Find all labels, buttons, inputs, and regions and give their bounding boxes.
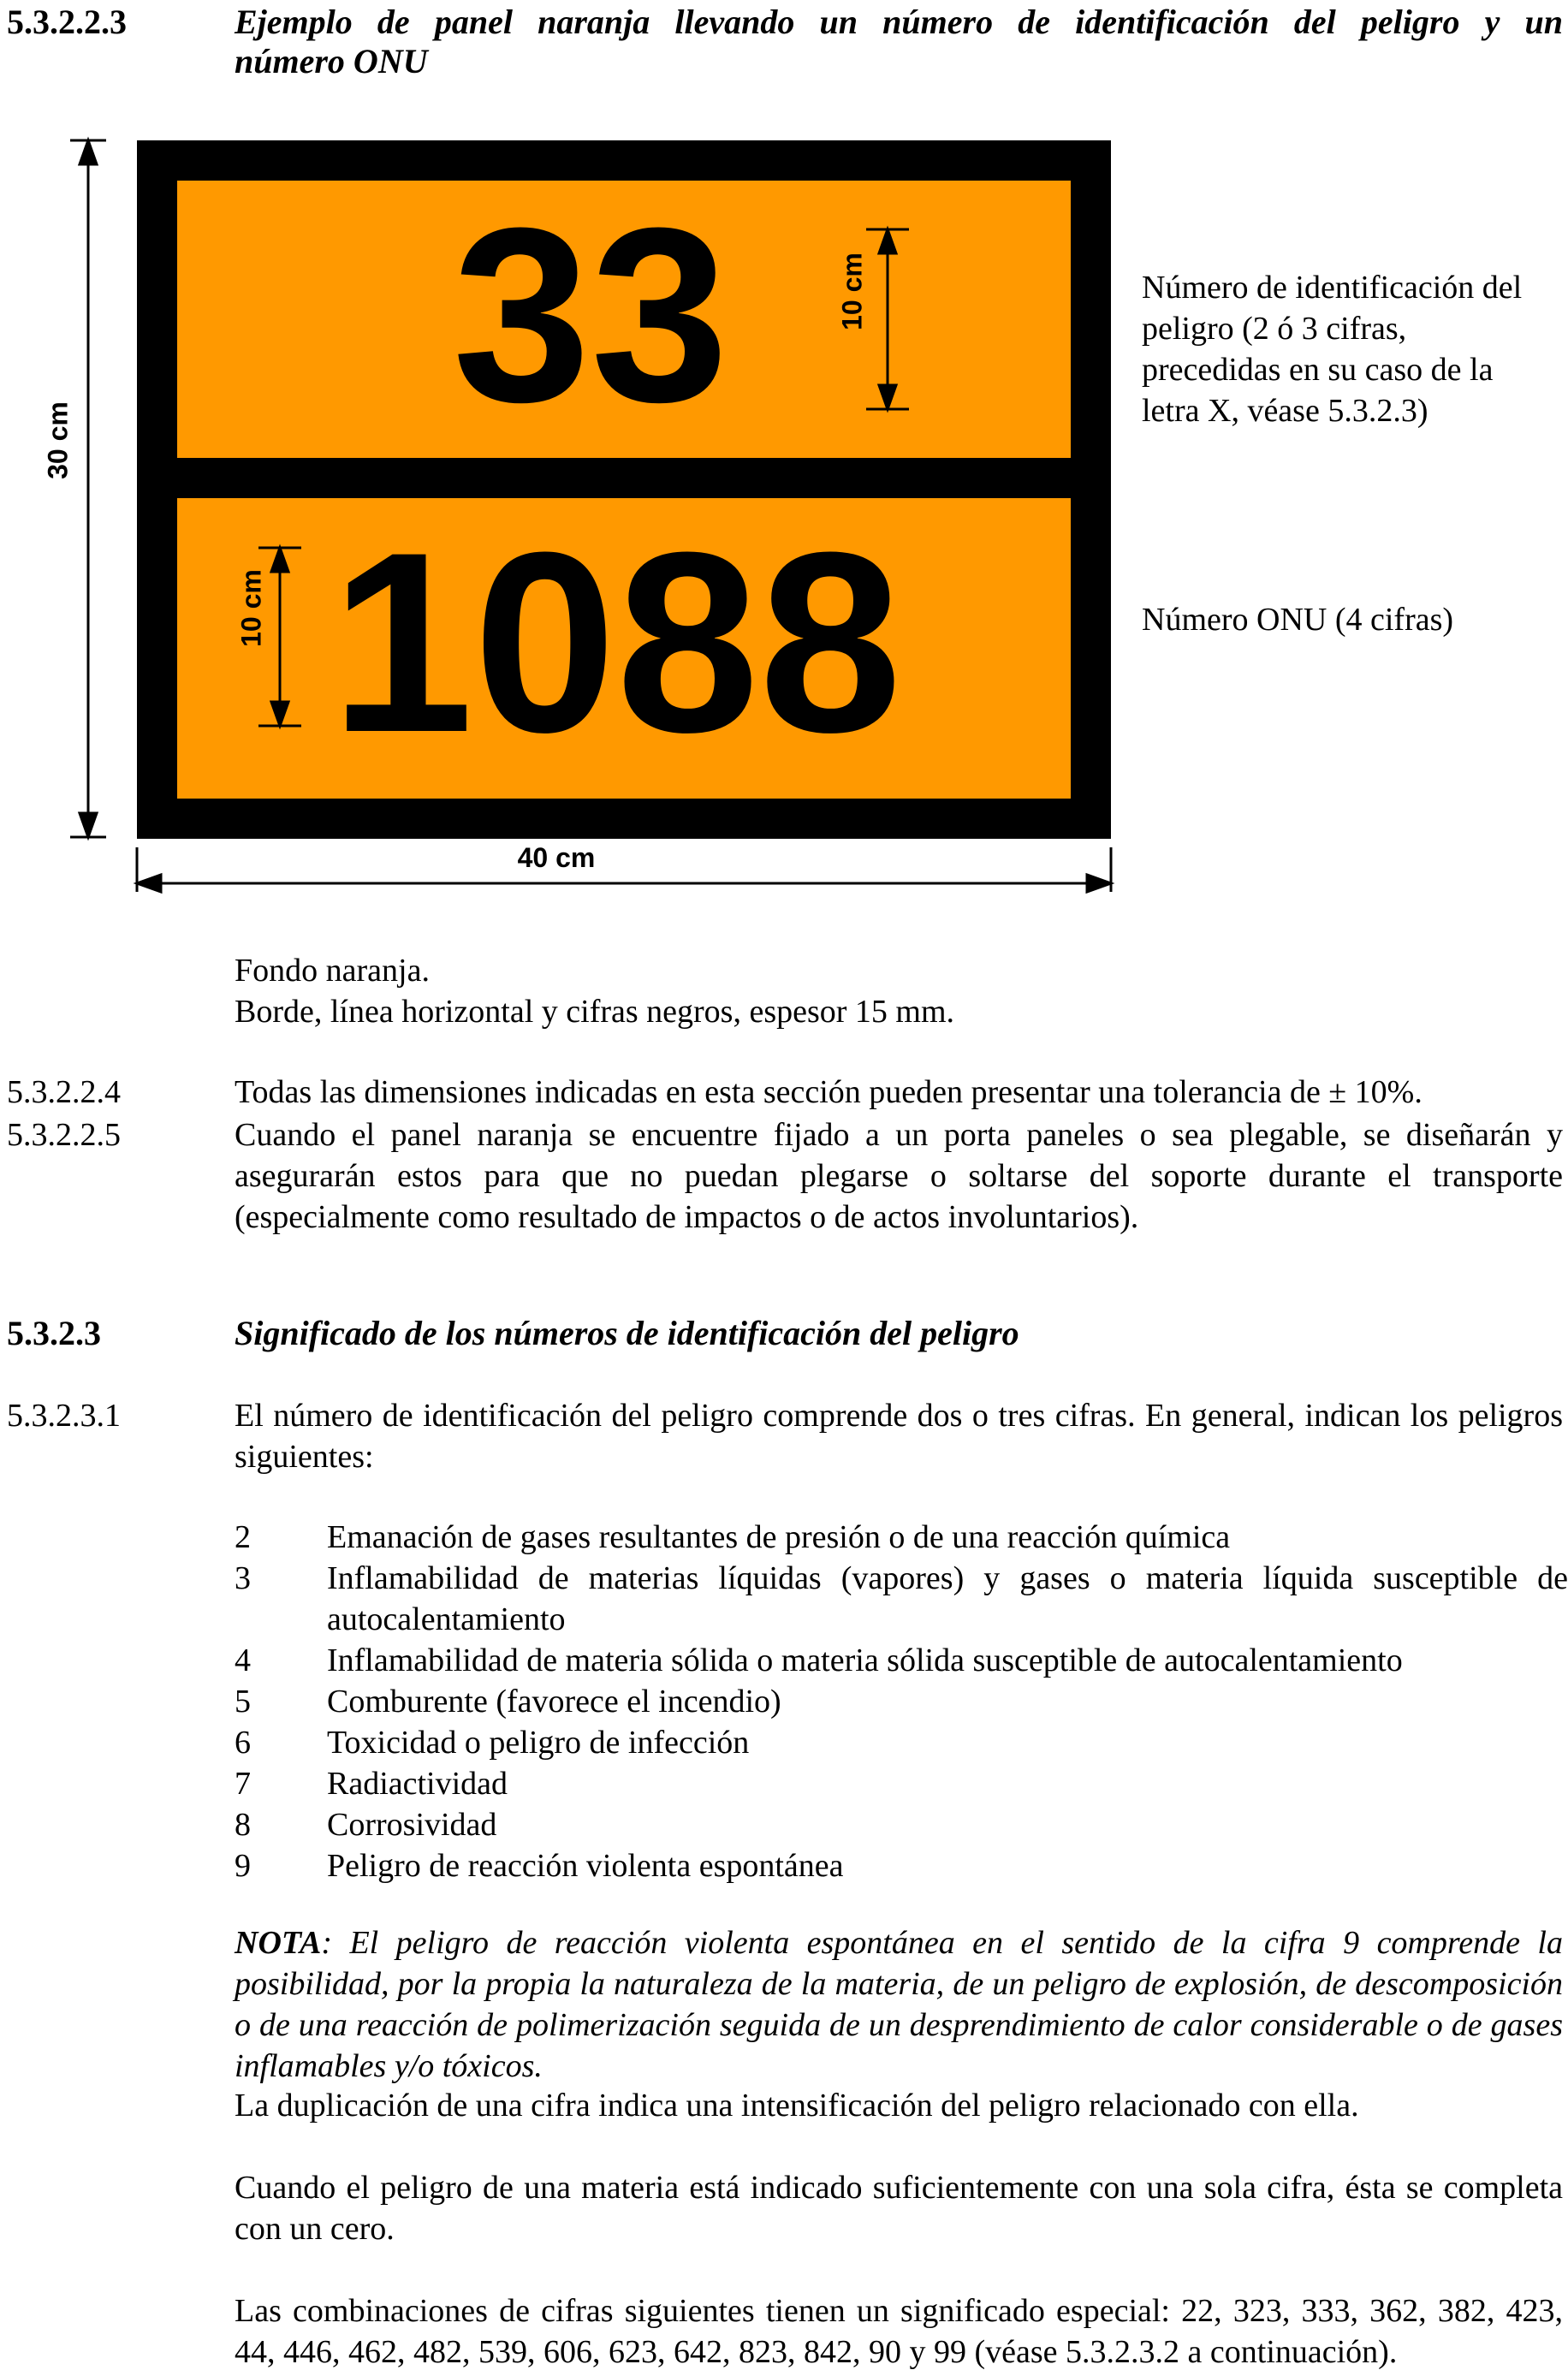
list-item: 3 Inflamabilidad de materias líquidas (vapores) y gases o materia líquida susceptible de autocalentamiento	[235, 1560, 1568, 1637]
list-item: 5 Comburente (favorece el incendio)	[235, 1684, 781, 1720]
note-paragraph	[235, 1922, 1563, 2087]
paragraph-text: Todas las dimensiones indicadas en esta sección pueden presentar una tolerancia de ± 10%.	[235, 1074, 1422, 1110]
paragraph-text: Cuando el peligro de una materia está indicado suficientemente con una sola cifra, ésta se completa con un cero.	[235, 2170, 1563, 2247]
un-number-label: Número ONU (4 cifras)	[1142, 602, 1454, 638]
paragraph-text: Cuando el panel naranja se encuentre fijado a un porta paneles o sea plegable, se diseñarán y asegurarán estos para que no puedan plegarse o soltarse del soporte durante el transporte (especialmente como resultado de impactos o de actos involuntarios).	[235, 1117, 1563, 1235]
paragraph-text: El número de identificación del peligro comprende dos o tres cifras. En general, indican los peligros siguientes:	[235, 1398, 1563, 1475]
list-item: 6 Toxicidad o peligro de infección	[235, 1725, 750, 1761]
list-item: 4 Inflamabilidad de materia sólida o materia sólida susceptible de autocalentamiento	[235, 1642, 1403, 1678]
list-item: 2 Emanación de gases resultantes de presión o de una reacción química	[235, 1519, 1231, 1555]
note-label: NOTA	[235, 1925, 322, 1961]
note-text: : El peligro de reacción violenta espontánea en el sentido de la cifra 9 comprende la posibilidad, por la propia la naturaleza de la materia, de un peligro de explosión, de descomposición o de una reacción de polimerización seguida de un desprendimiento de calor considerable o de gases inflamables y/o tóxicos.	[235, 1925, 1563, 2084]
top-digit-height-label: 10 cm	[836, 252, 868, 330]
panel-height-label: 30 cm	[42, 401, 74, 479]
section-title-line2: número ONU	[235, 42, 428, 80]
panel-width-label: 40 cm	[517, 842, 596, 873]
list-item: 8 Corrosividad	[235, 1807, 497, 1843]
paragraph-number: 5.3.2.2.5	[7, 1117, 121, 1153]
paragraph-number: 5.3.2.3.1	[7, 1398, 121, 1434]
section-title-line1: Ejemplo de panel naranja llevando un número de identificación del peligro y un	[235, 3, 1563, 41]
hazard-number-label: Número de identificación del peligro (2 ó 3 cifras, precedidas en su caso de la letra X, véase 5.3.2.3)	[1142, 270, 1523, 429]
dimension-arrows	[0, 0, 1568, 941]
hazard-identification-number: 33	[452, 176, 729, 454]
bottom-digit-height-label: 10 cm	[235, 569, 267, 647]
paragraph-text: La duplicación de una cifra indica una intensificación del peligro relacionado con ella.	[235, 2088, 1359, 2124]
section-number: 5.3.2.3	[7, 1314, 101, 1352]
section-title: Significado de los números de identificación del peligro	[235, 1314, 1019, 1352]
section-number: 5.3.2.2.3	[7, 3, 127, 41]
list-item: 9 Peligro de reacción violenta espontánea	[235, 1848, 844, 1884]
panel-note-line2: Borde, línea horizontal y cifras negros, espesor 15 mm.	[235, 994, 955, 1030]
paragraph-number: 5.3.2.2.4	[7, 1074, 121, 1110]
un-number: 1088	[330, 498, 902, 786]
paragraph-text: Las combinaciones de cifras siguientes tienen un significado especial: 22, 323, 333, 362, 382, 423, 44, 446, 462, 482, 539, 606, 623, 642, 823, 842, 90 y 99 (véase 5.3.2.3.2 a continuación).	[235, 2293, 1563, 2370]
list-item: 7 Radiactividad	[235, 1766, 508, 1802]
panel-note-line1: Fondo naranja.	[235, 953, 430, 989]
